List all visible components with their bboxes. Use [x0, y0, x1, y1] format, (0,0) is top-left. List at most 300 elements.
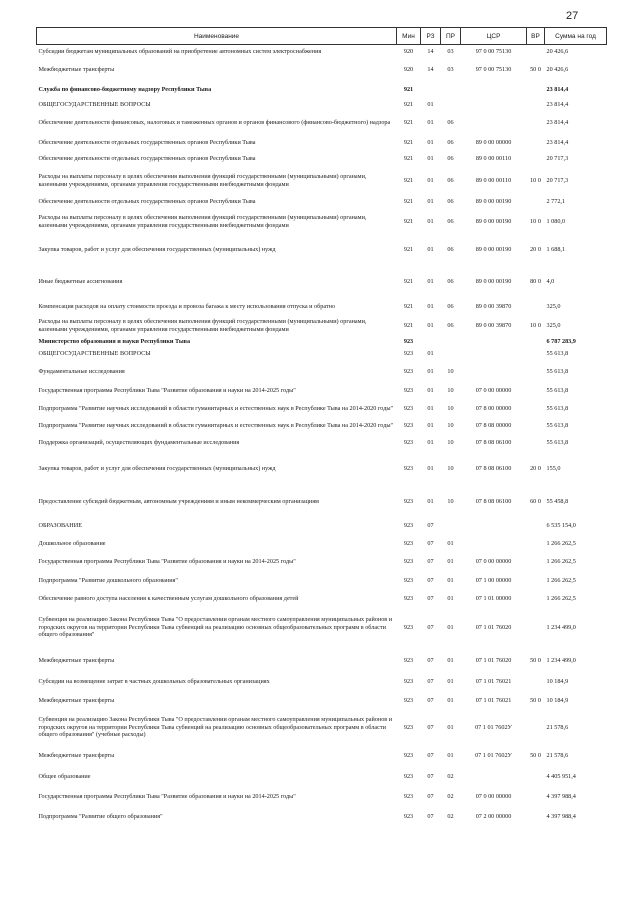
cell-sum: 6 535 154,0: [546, 521, 576, 529]
cell-sum: 4 405 951,4: [546, 772, 576, 780]
cell-csr: [461, 767, 527, 787]
cell-csr: 07 8 08 06100: [475, 438, 512, 446]
cell-sum: 23 814,4: [546, 100, 569, 108]
cell-name: Расходы на выплаты персоналу в целях обеспечения выполнения функций государственными (муниципальными) органами, казенными учреждениями, органами управления государственными внебюджетными фондами: [38, 173, 367, 188]
cell-name: ОБРАЗОВАНИЕ: [38, 521, 82, 529]
table-row: [37, 807, 607, 827]
cell-vr: [527, 673, 545, 691]
table-row: [37, 691, 607, 711]
cell-name: Государственная программа Республики Тыва "Развитие образования и науки на 2014-2025 годы": [38, 792, 296, 800]
cell-rz: 07: [427, 751, 434, 759]
cell-csr: 97 0 00 75130: [475, 48, 512, 56]
cell-rz: 07: [427, 656, 434, 664]
cell-vr: 10 0: [530, 176, 541, 184]
cell-pr: 01: [447, 656, 454, 664]
cell-min: 920: [403, 48, 414, 56]
cell-csr: [461, 338, 527, 347]
table-row: [37, 745, 607, 767]
header-vr: ВР: [527, 28, 545, 45]
table-row: [37, 134, 607, 152]
cell-pr: 06: [447, 217, 454, 225]
cell-vr: [527, 400, 545, 418]
cell-min: 923: [403, 404, 414, 412]
cell-min: 921: [403, 302, 414, 310]
cell-vr: [527, 362, 545, 382]
cell-rz: 01: [427, 176, 434, 184]
table-row: [37, 787, 607, 807]
cell-pr: [441, 82, 461, 98]
cell-min: 923: [403, 539, 414, 547]
table-row: [37, 98, 607, 112]
cell-min: 921: [403, 245, 414, 253]
cell-name: Поддержка организаций, осуществляющих фундаментальные исследования: [38, 438, 240, 446]
cell-pr: 10: [447, 497, 454, 505]
cell-vr: 50 0: [530, 696, 541, 704]
cell-csr: 89 0 00 00190: [475, 217, 512, 225]
cell-name: Межбюджетные трансферты: [38, 656, 115, 664]
cell-sum: 55 613,8: [546, 438, 569, 446]
cell-name: Обеспечение деятельности финансовых, налоговых и таможенных органов и органов финансового (финансово-бюджетного) надзора: [38, 118, 391, 126]
cell-sum: 4 397 988,4: [546, 812, 576, 820]
cell-csr: 89 0 00 00190: [475, 277, 512, 285]
cell-sum: 20 717,3: [546, 154, 569, 162]
cell-min: 923: [403, 367, 414, 375]
cell-name: Государственная программа Республики Тыва "Развитие образования и науки на 2014-2025 годы": [38, 557, 296, 565]
table-row: [37, 59, 607, 82]
cell-name: Обеспечение равного доступа населения к качественным услугам дошкольного образования детей: [38, 594, 299, 602]
cell-sum: 55 613,8: [546, 350, 569, 358]
cell-sum: 20 717,3: [546, 176, 569, 184]
cell-csr: 07 0 00 00000: [475, 557, 512, 565]
cell-csr: 89 0 00 00110: [475, 176, 512, 184]
cell-min: 921: [403, 138, 414, 146]
cell-rz: 01: [427, 277, 434, 285]
cell-min: 923: [403, 792, 414, 800]
cell-sum: 1 234 499,0: [546, 623, 576, 631]
cell-min: 923: [403, 521, 414, 529]
cell-rz: 01: [427, 100, 434, 108]
cell-csr: 89 0 00 39870: [475, 321, 512, 329]
cell-sum: 23 814,4: [546, 85, 569, 93]
cell-pr: [441, 517, 461, 535]
cell-pr: [441, 347, 461, 362]
cell-vr: [527, 787, 545, 807]
cell-sum: 10 184,9: [546, 696, 569, 704]
cell-vr: [527, 82, 545, 98]
table-body: [37, 45, 607, 827]
table-row: [37, 711, 607, 745]
cell-pr: 06: [447, 118, 454, 126]
cell-csr: 89 0 00 00110: [475, 154, 512, 162]
cell-pr: 01: [447, 696, 454, 704]
cell-sum: 55 458,8: [546, 497, 569, 505]
cell-rz: 07: [427, 772, 434, 780]
cell-pr: 01: [447, 623, 454, 631]
cell-name: Дошкольное образование: [38, 539, 106, 547]
header-min: Мин: [397, 28, 421, 45]
table-row: [37, 607, 607, 649]
cell-csr: [461, 98, 527, 112]
table-row: [37, 553, 607, 571]
cell-csr: [461, 347, 527, 362]
cell-pr: 06: [447, 154, 454, 162]
table-row: [37, 82, 607, 98]
cell-name: Субвенция на реализацию Закона Республики Тыва "О предоставлении органам местного самоуправления муниципальных районов и городских округов на территории Республики Тыва субвенций на реализацию основных общеобразовательных программ в области общего образования": [38, 616, 393, 639]
cell-rz: 07: [427, 594, 434, 602]
cell-name: Фундаментальные исследования: [38, 367, 125, 375]
table-row: [37, 451, 607, 487]
cell-pr: 06: [447, 277, 454, 285]
cell-pr: 02: [447, 772, 454, 780]
cell-vr: [527, 418, 545, 435]
cell-vr: [527, 711, 545, 745]
cell-name: Общее образование: [38, 772, 91, 780]
cell-name: Расходы на выплаты персоналу в целях обеспечения выполнения функций государственными (муниципальными) органами, казенными учреждениями, органами управления государственными внебюджетными фондами: [38, 214, 367, 229]
cell-name: Служба по финансово-бюджетному надзору Республики Тыва: [38, 85, 212, 93]
cell-rz: 01: [427, 138, 434, 146]
header-sum: Сумма на год: [545, 28, 607, 45]
cell-vr: 10 0: [530, 321, 541, 329]
cell-min: 923: [403, 497, 414, 505]
cell-min: 921: [403, 321, 414, 329]
cell-vr: 60 0: [530, 497, 541, 505]
cell-sum: 4 397 988,4: [546, 792, 576, 800]
cell-name: Закупка товаров, работ и услуг для обеспечения государственных (муниципальных) нужд: [38, 245, 276, 253]
cell-name: Расходы на выплаты персоналу в целях обеспечения выполнения функций государственными (муниципальными) органами, казенными учреждениями, органами управления государственными внебюджетными фондами: [38, 318, 367, 333]
cell-sum: 20 426,6: [546, 48, 569, 56]
cell-vr: [527, 517, 545, 535]
cell-name: Субсидии на возмещение затрат в частных дошкольных образовательных организациях: [38, 677, 270, 685]
table-row: [37, 649, 607, 673]
cell-name: Подпрограмма "Развитие дошкольного образования": [38, 576, 178, 584]
table-row: [37, 435, 607, 451]
cell-vr: [527, 807, 545, 827]
cell-vr: [527, 134, 545, 152]
cell-vr: 80 0: [530, 277, 541, 285]
cell-sum: 4,0: [546, 277, 555, 285]
cell-name: Предоставление субсидий бюджетным, автономным учреждениям и иным некоммерческим организациям: [38, 497, 319, 505]
cell-pr: 01: [447, 539, 454, 547]
cell-sum: 21 578,6: [546, 751, 569, 759]
cell-csr: 07 1 01 76020: [475, 656, 512, 664]
cell-pr: 10: [447, 404, 454, 412]
cell-csr: 07 8 08 06100: [475, 464, 512, 472]
cell-csr: 89 0 00 00000: [475, 138, 512, 146]
cell-sum: 23 814,4: [546, 118, 569, 126]
table-row: [37, 418, 607, 435]
cell-sum: 155,0: [546, 464, 561, 472]
cell-csr: 07 1 01 76021: [475, 696, 512, 704]
cell-pr: 02: [447, 792, 454, 800]
cell-rz: 07: [427, 623, 434, 631]
cell-vr: [527, 591, 545, 607]
cell-vr: [527, 535, 545, 553]
cell-csr: [461, 535, 527, 553]
cell-sum: 20 426,6: [546, 66, 569, 74]
cell-sum: 1 266 262,5: [546, 539, 576, 547]
cell-rz: 07: [427, 792, 434, 800]
cell-min: 921: [403, 277, 414, 285]
cell-pr: 10: [447, 367, 454, 375]
cell-min: 921: [403, 100, 414, 108]
cell-min: 923: [403, 338, 414, 346]
cell-name: Подпрограмма "Развитие общего образования": [38, 812, 163, 820]
cell-name: ОБЩЕГОСУДАРСТВЕННЫЕ ВОПРОСЫ: [38, 350, 151, 358]
cell-rz: 07: [427, 723, 434, 731]
table-row: [37, 314, 607, 338]
cell-rz: 01: [427, 422, 434, 430]
cell-sum: 21 578,6: [546, 723, 569, 731]
cell-sum: 1 266 262,5: [546, 576, 576, 584]
cell-min: 923: [403, 557, 414, 565]
cell-min: 923: [403, 656, 414, 664]
cell-csr: 07 0 00 00000: [475, 792, 512, 800]
cell-sum: 2 772,1: [546, 197, 566, 205]
cell-name: Иные бюджетные ассигнования: [38, 277, 123, 285]
cell-pr: 06: [447, 321, 454, 329]
cell-csr: 07 1 01 76021: [475, 677, 512, 685]
page-number: 27: [566, 10, 579, 22]
table-row: [37, 196, 607, 208]
cell-min: 923: [403, 696, 414, 704]
cell-min: 923: [403, 438, 414, 446]
table-row: [37, 152, 607, 166]
cell-min: 923: [403, 751, 414, 759]
cell-rz: 01: [427, 245, 434, 253]
cell-sum: 23 814,4: [546, 138, 569, 146]
cell-rz: 07: [427, 539, 434, 547]
cell-csr: [461, 517, 527, 535]
cell-min: 921: [403, 176, 414, 184]
cell-csr: 07 1 00 00000: [475, 576, 512, 584]
cell-vr: [527, 607, 545, 649]
cell-min: 923: [403, 386, 414, 394]
cell-csr: 07 1 01 00000: [475, 594, 512, 602]
cell-rz: 14: [427, 48, 434, 56]
cell-min: 923: [403, 464, 414, 472]
cell-csr: [461, 362, 527, 382]
cell-vr: [527, 553, 545, 571]
cell-name: Государственная программа Республики Тыва "Развитие образования и науки на 2014-2025 годы": [38, 386, 296, 394]
cell-vr: 20 0: [530, 245, 541, 253]
table-row: [37, 347, 607, 362]
cell-sum: 1 266 262,5: [546, 557, 576, 565]
cell-sum: 6 787 283,9: [546, 338, 576, 346]
cell-vr: 10 0: [530, 217, 541, 225]
cell-min: 921: [403, 154, 414, 162]
cell-name: Подпрограмма "Развитие научных исследований в области гуманитарных и естественных наук в Республике Тыва на 2014-2020 годы": [38, 404, 394, 412]
cell-pr: 10: [447, 386, 454, 394]
table-row: [37, 362, 607, 382]
cell-rz: 01: [427, 350, 434, 358]
cell-csr: 07 8 08 00000: [475, 422, 512, 430]
cell-rz: 07: [427, 576, 434, 584]
cell-sum: 10 184,9: [546, 677, 569, 685]
cell-vr: [527, 300, 545, 314]
cell-csr: 89 0 00 00190: [475, 197, 512, 205]
cell-vr: [527, 767, 545, 787]
cell-vr: [527, 196, 545, 208]
cell-vr: [527, 45, 545, 59]
cell-sum: 55 613,8: [546, 386, 569, 394]
cell-min: 923: [403, 623, 414, 631]
cell-rz: 07: [427, 521, 434, 529]
cell-csr: 07 1 01 76020: [475, 623, 512, 631]
cell-sum: 1 266 262,5: [546, 594, 576, 602]
table-row: [37, 517, 607, 535]
cell-min: 923: [403, 350, 414, 358]
cell-vr: [527, 382, 545, 400]
cell-min: 923: [403, 812, 414, 820]
cell-rz: 07: [427, 677, 434, 685]
cell-name: Межбюджетные трансферты: [38, 696, 115, 704]
cell-csr: 89 0 00 00190: [475, 245, 512, 253]
table-row: [37, 208, 607, 236]
table-row: [37, 571, 607, 591]
cell-rz: 07: [427, 812, 434, 820]
cell-pr: 06: [447, 245, 454, 253]
cell-vr: [527, 571, 545, 591]
cell-rz: 14: [427, 66, 434, 74]
cell-name: Компенсация расходов на оплату стоимости проезда и провоза багажа к месту использования отпуска и обратно: [38, 302, 336, 310]
cell-pr: 01: [447, 751, 454, 759]
cell-rz: 07: [427, 557, 434, 565]
cell-csr: [461, 112, 527, 134]
cell-csr: 07 8 00 00000: [475, 404, 512, 412]
cell-rz: 01: [427, 404, 434, 412]
cell-min: 923: [403, 723, 414, 731]
cell-rz: 01: [427, 438, 434, 446]
cell-rz: [421, 82, 441, 98]
cell-vr: [527, 152, 545, 166]
cell-name: Обеспечение деятельности отдельных государственных органов Республики Тыва: [38, 138, 256, 146]
table-row: [37, 767, 607, 787]
cell-min: 921: [403, 217, 414, 225]
cell-rz: 01: [427, 154, 434, 162]
cell-min: 920: [403, 66, 414, 74]
cell-sum: 55 613,8: [546, 404, 569, 412]
table-row: [37, 535, 607, 553]
cell-name: ОБЩЕГОСУДАРСТВЕННЫЕ ВОПРОСЫ: [38, 100, 151, 108]
cell-vr: [527, 347, 545, 362]
cell-vr: [527, 112, 545, 134]
cell-name: Субвенция на реализацию Закона Республики Тыва "О предоставлении органам местного самоуправления муниципальных районов и городских округов на территории Республики Тыва субвенций на реализацию основных общеобразовательных программ в области общего образования" (учебные расходы): [38, 716, 393, 739]
header-csr: ЦСР: [461, 28, 527, 45]
cell-name: Обеспечение деятельности отдельных государственных органов Республики Тыва: [38, 197, 256, 205]
cell-rz: 07: [427, 696, 434, 704]
cell-vr: 20 0: [530, 464, 541, 472]
cell-min: 923: [403, 422, 414, 430]
cell-rz: 01: [427, 497, 434, 505]
cell-csr: [461, 82, 527, 98]
table-row: [37, 166, 607, 196]
table-row: [37, 382, 607, 400]
cell-pr: 01: [447, 576, 454, 584]
cell-sum: 1 234 499,0: [546, 656, 576, 664]
table-row: [37, 591, 607, 607]
cell-rz: 01: [427, 118, 434, 126]
header-rz: РЗ: [421, 28, 441, 45]
table-row: [37, 300, 607, 314]
cell-rz: 01: [427, 321, 434, 329]
cell-pr: 10: [447, 464, 454, 472]
cell-pr: 06: [447, 138, 454, 146]
cell-rz: 01: [427, 464, 434, 472]
cell-min: 923: [403, 576, 414, 584]
table-row: [37, 673, 607, 691]
table-row: [37, 487, 607, 517]
cell-pr: 06: [447, 197, 454, 205]
cell-rz: 01: [427, 217, 434, 225]
cell-name: Подпрограмма "Развитие научных исследований в области гуманитарных и естественных наук в Республике Тыва на 2014-2020 годы": [38, 422, 394, 430]
cell-vr: [527, 338, 545, 347]
cell-rz: [421, 338, 441, 347]
cell-name: Субсидии бюджетам муниципальных образований на приобретение автономных систем электроснабжения: [38, 48, 322, 56]
cell-pr: 02: [447, 812, 454, 820]
header-name: Наименование: [37, 28, 397, 45]
table-row: [37, 338, 607, 347]
cell-name: Межбюджетные трансферты: [38, 751, 115, 759]
cell-pr: 06: [447, 176, 454, 184]
table-row: [37, 236, 607, 264]
cell-pr: 01: [447, 557, 454, 565]
cell-pr: 03: [447, 48, 454, 56]
cell-rz: 01: [427, 367, 434, 375]
cell-min: 921: [403, 118, 414, 126]
cell-min: 923: [403, 772, 414, 780]
cell-min: 923: [403, 677, 414, 685]
cell-rz: 01: [427, 302, 434, 310]
cell-pr: [441, 338, 461, 347]
cell-rz: 01: [427, 386, 434, 394]
cell-sum: 1 688,1: [546, 245, 566, 253]
cell-csr: 07 1 01 7602У: [475, 723, 512, 731]
cell-sum: 325,0: [546, 302, 561, 310]
cell-pr: 03: [447, 66, 454, 74]
cell-csr: 89 0 00 39870: [475, 302, 512, 310]
table-row: [37, 112, 607, 134]
cell-csr: 07 1 01 7602У: [475, 751, 512, 759]
cell-vr: 50 0: [530, 751, 541, 759]
table-row: [37, 45, 607, 59]
cell-csr: 07 2 00 00000: [475, 812, 512, 820]
cell-min: 921: [403, 197, 414, 205]
table-row: [37, 400, 607, 418]
table-row: [37, 264, 607, 300]
cell-sum: 55 613,8: [546, 367, 569, 375]
cell-csr: 97 0 00 75130: [475, 66, 512, 74]
cell-vr: [527, 98, 545, 112]
cell-min: 923: [403, 594, 414, 602]
cell-name: Министерство образования и науки Республики Тыва: [38, 338, 191, 346]
cell-vr: 50 0: [530, 656, 541, 664]
cell-sum: 55 613,8: [546, 422, 569, 430]
cell-name: Закупка товаров, работ и услуг для обеспечения государственных (муниципальных) нужд: [38, 464, 276, 472]
cell-vr: [527, 435, 545, 451]
cell-min: 921: [403, 85, 414, 93]
cell-pr: 10: [447, 422, 454, 430]
cell-pr: [441, 98, 461, 112]
cell-vr: 50 0: [530, 66, 541, 74]
header-pr: ПР: [441, 28, 461, 45]
cell-rz: 01: [427, 197, 434, 205]
budget-table: [36, 27, 607, 827]
cell-pr: 06: [447, 302, 454, 310]
cell-pr: 01: [447, 677, 454, 685]
table-header: [37, 28, 607, 45]
cell-sum: 1 080,0: [546, 217, 566, 225]
cell-pr: 01: [447, 594, 454, 602]
